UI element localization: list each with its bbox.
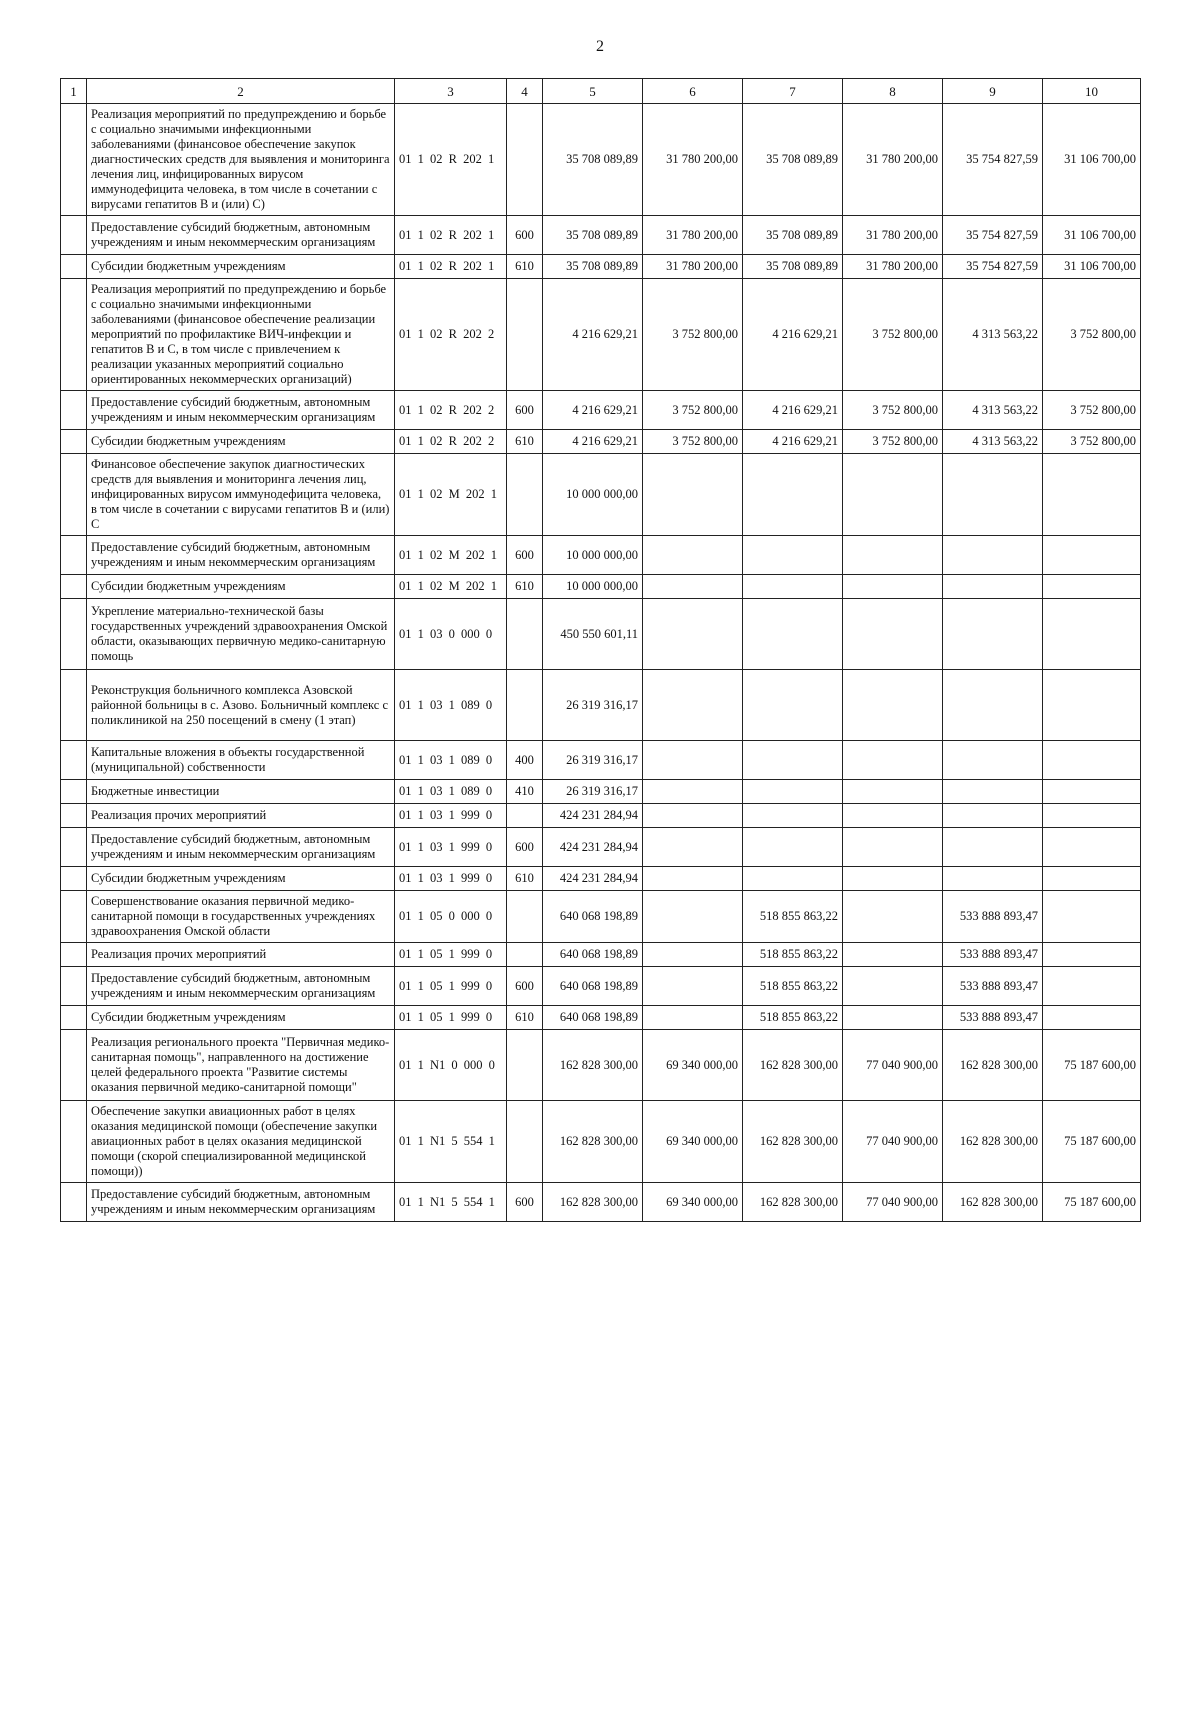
expense-type-cell: 600 xyxy=(507,391,543,430)
expense-type-cell: 600 xyxy=(507,1183,543,1222)
amount-cell-col6 xyxy=(643,780,743,804)
amount-cell-col10: 3 752 800,00 xyxy=(1043,430,1141,454)
amount-cell-col7 xyxy=(743,780,843,804)
row-number-cell xyxy=(61,430,87,454)
item-name-cell: Предоставление субсидий бюджетным, автономным учреждениям и иным некоммерческим организациям xyxy=(87,967,395,1006)
amount-cell-col5: 26 319 316,17 xyxy=(543,780,643,804)
amount-cell-col10: 75 187 600,00 xyxy=(1043,1030,1141,1101)
table-row xyxy=(61,216,1141,255)
column-header: 2 xyxy=(87,79,395,104)
budget-code-cell: 01 1 N1 5 554 1 xyxy=(395,1101,507,1183)
amount-cell-col8 xyxy=(843,943,943,967)
item-name-cell: Реализация мероприятий по предупреждению и борьбе с социально значимыми инфекционными заболеваниями (финансовое обеспечение закупок диагностических средств для выявления и мониторинга лечения лиц, инфицированных вирусом иммунодефицита человека, в том числе в сочетании с вирусами гепатитов В и (или) С) xyxy=(87,104,395,216)
amount-cell-col7 xyxy=(743,741,843,780)
amount-cell-col5: 35 708 089,89 xyxy=(543,104,643,216)
amount-cell-col10 xyxy=(1043,804,1141,828)
budget-code-cell: 01 1 03 1 999 0 xyxy=(395,804,507,828)
amount-cell-col9 xyxy=(943,780,1043,804)
amount-cell-col6 xyxy=(643,891,743,943)
amount-cell-col6 xyxy=(643,1006,743,1030)
amount-cell-col8 xyxy=(843,454,943,536)
item-name-cell: Предоставление субсидий бюджетным, автономным учреждениям и иным некоммерческим организациям xyxy=(87,216,395,255)
amount-cell-col8 xyxy=(843,891,943,943)
amount-cell-col10: 3 752 800,00 xyxy=(1043,279,1141,391)
amount-cell-col8 xyxy=(843,780,943,804)
item-name-cell: Предоставление субсидий бюджетным, автономным учреждениям и иным некоммерческим организациям xyxy=(87,536,395,575)
amount-cell-col6: 69 340 000,00 xyxy=(643,1183,743,1222)
row-number-cell xyxy=(61,454,87,536)
amount-cell-col9 xyxy=(943,867,1043,891)
row-number-cell xyxy=(61,536,87,575)
budget-code-cell: 01 1 03 1 089 0 xyxy=(395,780,507,804)
table-body xyxy=(61,104,1141,1222)
amount-cell-col5: 4 216 629,21 xyxy=(543,391,643,430)
budget-code-cell: 01 1 02 R 202 1 xyxy=(395,216,507,255)
amount-cell-col7 xyxy=(743,536,843,575)
row-number-cell xyxy=(61,391,87,430)
amount-cell-col9 xyxy=(943,454,1043,536)
amount-cell-col9: 533 888 893,47 xyxy=(943,1006,1043,1030)
row-number-cell xyxy=(61,867,87,891)
amount-cell-col6: 31 780 200,00 xyxy=(643,216,743,255)
amount-cell-col5: 640 068 198,89 xyxy=(543,891,643,943)
amount-cell-col10 xyxy=(1043,891,1141,943)
amount-cell-col5: 424 231 284,94 xyxy=(543,828,643,867)
amount-cell-col10 xyxy=(1043,741,1141,780)
amount-cell-col9 xyxy=(943,741,1043,780)
amount-cell-col10 xyxy=(1043,1006,1141,1030)
amount-cell-col5: 424 231 284,94 xyxy=(543,804,643,828)
amount-cell-col9: 533 888 893,47 xyxy=(943,967,1043,1006)
item-name-cell: Субсидии бюджетным учреждениям xyxy=(87,867,395,891)
expense-type-cell: 610 xyxy=(507,430,543,454)
amount-cell-col5: 26 319 316,17 xyxy=(543,741,643,780)
column-header: 4 xyxy=(507,79,543,104)
amount-cell-col10: 31 106 700,00 xyxy=(1043,216,1141,255)
amount-cell-col9: 4 313 563,22 xyxy=(943,279,1043,391)
amount-cell-col6: 69 340 000,00 xyxy=(643,1030,743,1101)
amount-cell-col7: 162 828 300,00 xyxy=(743,1101,843,1183)
table-row xyxy=(61,967,1141,1006)
amount-cell-col5: 162 828 300,00 xyxy=(543,1183,643,1222)
table-row xyxy=(61,430,1141,454)
row-number-cell xyxy=(61,255,87,279)
amount-cell-col8 xyxy=(843,599,943,670)
row-number-cell xyxy=(61,1006,87,1030)
amount-cell-col6 xyxy=(643,943,743,967)
amount-cell-col5: 4 216 629,21 xyxy=(543,430,643,454)
amount-cell-col9: 35 754 827,59 xyxy=(943,104,1043,216)
expense-type-cell: 610 xyxy=(507,1006,543,1030)
column-header: 1 xyxy=(61,79,87,104)
amount-cell-col8 xyxy=(843,1006,943,1030)
amount-cell-col10 xyxy=(1043,967,1141,1006)
amount-cell-col6 xyxy=(643,599,743,670)
amount-cell-col7: 518 855 863,22 xyxy=(743,943,843,967)
row-number-cell xyxy=(61,279,87,391)
table-row xyxy=(61,867,1141,891)
row-number-cell xyxy=(61,104,87,216)
budget-code-cell: 01 1 02 R 202 2 xyxy=(395,391,507,430)
amount-cell-col7 xyxy=(743,867,843,891)
table-row xyxy=(61,1183,1141,1222)
table-row xyxy=(61,741,1141,780)
amount-cell-col7 xyxy=(743,828,843,867)
budget-code-cell: 01 1 02 M 202 1 xyxy=(395,575,507,599)
expense-type-cell: 610 xyxy=(507,867,543,891)
amount-cell-col7 xyxy=(743,670,843,741)
amount-cell-col9: 4 313 563,22 xyxy=(943,430,1043,454)
amount-cell-col6 xyxy=(643,670,743,741)
expense-type-cell: 400 xyxy=(507,741,543,780)
table-row xyxy=(61,804,1141,828)
column-header: 7 xyxy=(743,79,843,104)
table-row xyxy=(61,454,1141,536)
expense-type-cell xyxy=(507,279,543,391)
amount-cell-col6: 3 752 800,00 xyxy=(643,279,743,391)
budget-code-cell: 01 1 02 M 202 1 xyxy=(395,536,507,575)
amount-cell-col10: 31 106 700,00 xyxy=(1043,104,1141,216)
amount-cell-col5: 162 828 300,00 xyxy=(543,1030,643,1101)
item-name-cell: Реконструкция больничного комплекса Азовской районной больницы в с. Азово. Больничный комплекс с поликлиникой на 250 посещений в смену (1 этап) xyxy=(87,670,395,741)
amount-cell-col10: 31 106 700,00 xyxy=(1043,255,1141,279)
table-row xyxy=(61,104,1141,216)
amount-cell-col9: 533 888 893,47 xyxy=(943,943,1043,967)
row-number-cell xyxy=(61,670,87,741)
expense-type-cell xyxy=(507,1030,543,1101)
item-name-cell: Реализация прочих мероприятий xyxy=(87,804,395,828)
amount-cell-col10 xyxy=(1043,943,1141,967)
item-name-cell: Укрепление материально-технической базы государственных учреждений здравоохранения Омской области, оказывающих первичную медико-санитарную помощь xyxy=(87,599,395,670)
amount-cell-col9: 162 828 300,00 xyxy=(943,1101,1043,1183)
amount-cell-col7: 162 828 300,00 xyxy=(743,1183,843,1222)
amount-cell-col9 xyxy=(943,536,1043,575)
table-row xyxy=(61,279,1141,391)
amount-cell-col5: 10 000 000,00 xyxy=(543,454,643,536)
amount-cell-col9: 533 888 893,47 xyxy=(943,891,1043,943)
row-number-cell xyxy=(61,599,87,670)
amount-cell-col8 xyxy=(843,575,943,599)
item-name-cell: Капитальные вложения в объекты государственной (муниципальной) собственности xyxy=(87,741,395,780)
amount-cell-col7: 4 216 629,21 xyxy=(743,279,843,391)
expense-type-cell xyxy=(507,1101,543,1183)
amount-cell-col9: 162 828 300,00 xyxy=(943,1030,1043,1101)
amount-cell-col10 xyxy=(1043,867,1141,891)
row-number-cell xyxy=(61,216,87,255)
amount-cell-col7: 518 855 863,22 xyxy=(743,1006,843,1030)
amount-cell-col6: 3 752 800,00 xyxy=(643,430,743,454)
amount-cell-col10 xyxy=(1043,599,1141,670)
column-header: 6 xyxy=(643,79,743,104)
table-row xyxy=(61,891,1141,943)
amount-cell-col8 xyxy=(843,828,943,867)
column-header: 9 xyxy=(943,79,1043,104)
table-row xyxy=(61,575,1141,599)
amount-cell-col9: 35 754 827,59 xyxy=(943,216,1043,255)
amount-cell-col5: 10 000 000,00 xyxy=(543,575,643,599)
table-row xyxy=(61,670,1141,741)
amount-cell-col6 xyxy=(643,867,743,891)
amount-cell-col8: 31 780 200,00 xyxy=(843,104,943,216)
amount-cell-col8: 77 040 900,00 xyxy=(843,1183,943,1222)
item-name-cell: Субсидии бюджетным учреждениям xyxy=(87,1006,395,1030)
amount-cell-col6 xyxy=(643,454,743,536)
amount-cell-col10: 75 187 600,00 xyxy=(1043,1183,1141,1222)
amount-cell-col5: 10 000 000,00 xyxy=(543,536,643,575)
amount-cell-col9: 35 754 827,59 xyxy=(943,255,1043,279)
amount-cell-col8: 31 780 200,00 xyxy=(843,255,943,279)
table-row xyxy=(61,943,1141,967)
amount-cell-col7: 162 828 300,00 xyxy=(743,1030,843,1101)
budget-code-cell: 01 1 03 1 089 0 xyxy=(395,670,507,741)
amount-cell-col7 xyxy=(743,804,843,828)
expense-type-cell: 600 xyxy=(507,536,543,575)
table-header-row xyxy=(61,79,1141,104)
amount-cell-col7 xyxy=(743,454,843,536)
amount-cell-col5: 35 708 089,89 xyxy=(543,216,643,255)
table-row xyxy=(61,536,1141,575)
amount-cell-col5: 4 216 629,21 xyxy=(543,279,643,391)
budget-code-cell: 01 1 02 R 202 2 xyxy=(395,279,507,391)
table-row xyxy=(61,599,1141,670)
item-name-cell: Совершенствование оказания первичной медико-санитарной помощи в государственных учреждениях здравоохранения Омской области xyxy=(87,891,395,943)
amount-cell-col6 xyxy=(643,741,743,780)
amount-cell-col6 xyxy=(643,536,743,575)
amount-cell-col10 xyxy=(1043,670,1141,741)
item-name-cell: Бюджетные инвестиции xyxy=(87,780,395,804)
amount-cell-col10 xyxy=(1043,828,1141,867)
item-name-cell: Субсидии бюджетным учреждениям xyxy=(87,255,395,279)
row-number-cell xyxy=(61,967,87,1006)
amount-cell-col6 xyxy=(643,804,743,828)
expense-type-cell xyxy=(507,804,543,828)
item-name-cell: Реализация прочих мероприятий xyxy=(87,943,395,967)
amount-cell-col10 xyxy=(1043,536,1141,575)
amount-cell-col9 xyxy=(943,670,1043,741)
row-number-cell xyxy=(61,1183,87,1222)
amount-cell-col8 xyxy=(843,967,943,1006)
budget-code-cell: 01 1 02 R 202 1 xyxy=(395,255,507,279)
item-name-cell: Реализация регионального проекта "Первичная медико-санитарная помощь", направленного на достижение целей федерального проекта "Развитие системы оказания первичной медико-санитарной помощи" xyxy=(87,1030,395,1101)
column-header: 3 xyxy=(395,79,507,104)
amount-cell-col5: 450 550 601,11 xyxy=(543,599,643,670)
budget-code-cell: 01 1 03 1 089 0 xyxy=(395,741,507,780)
expense-type-cell xyxy=(507,454,543,536)
row-number-cell xyxy=(61,780,87,804)
budget-code-cell: 01 1 N1 5 554 1 xyxy=(395,1183,507,1222)
budget-code-cell: 01 1 05 0 000 0 xyxy=(395,891,507,943)
amount-cell-col7: 518 855 863,22 xyxy=(743,891,843,943)
budget-code-cell: 01 1 05 1 999 0 xyxy=(395,1006,507,1030)
row-number-cell xyxy=(61,828,87,867)
amount-cell-col5: 640 068 198,89 xyxy=(543,967,643,1006)
table-row xyxy=(61,1101,1141,1183)
budget-code-cell: 01 1 02 M 202 1 xyxy=(395,454,507,536)
amount-cell-col7 xyxy=(743,575,843,599)
item-name-cell: Субсидии бюджетным учреждениям xyxy=(87,430,395,454)
amount-cell-col6 xyxy=(643,575,743,599)
table-row xyxy=(61,780,1141,804)
item-name-cell: Субсидии бюджетным учреждениям xyxy=(87,575,395,599)
amount-cell-col8: 3 752 800,00 xyxy=(843,279,943,391)
amount-cell-col9: 4 313 563,22 xyxy=(943,391,1043,430)
amount-cell-col10: 75 187 600,00 xyxy=(1043,1101,1141,1183)
amount-cell-col7: 4 216 629,21 xyxy=(743,391,843,430)
amount-cell-col9 xyxy=(943,599,1043,670)
column-header: 8 xyxy=(843,79,943,104)
budget-code-cell: 01 1 N1 0 000 0 xyxy=(395,1030,507,1101)
amount-cell-col5: 640 068 198,89 xyxy=(543,943,643,967)
amount-cell-col6: 31 780 200,00 xyxy=(643,255,743,279)
budget-code-cell: 01 1 05 1 999 0 xyxy=(395,943,507,967)
budget-code-cell: 01 1 03 0 000 0 xyxy=(395,599,507,670)
amount-cell-col10 xyxy=(1043,575,1141,599)
item-name-cell: Обеспечение закупки авиационных работ в целях оказания медицинской помощи (обеспечение закупки авиационных работ в целях оказания медицинской помощи (скорой специализированной медицинской помощи)) xyxy=(87,1101,395,1183)
row-number-cell xyxy=(61,943,87,967)
amount-cell-col5: 424 231 284,94 xyxy=(543,867,643,891)
amount-cell-col6: 3 752 800,00 xyxy=(643,391,743,430)
table-row xyxy=(61,828,1141,867)
amount-cell-col5: 640 068 198,89 xyxy=(543,1006,643,1030)
budget-code-cell: 01 1 02 R 202 1 xyxy=(395,104,507,216)
table-row xyxy=(61,391,1141,430)
amount-cell-col8 xyxy=(843,536,943,575)
expense-type-cell xyxy=(507,891,543,943)
expense-type-cell xyxy=(507,104,543,216)
budget-code-cell: 01 1 02 R 202 2 xyxy=(395,430,507,454)
column-header: 10 xyxy=(1043,79,1141,104)
amount-cell-col9 xyxy=(943,828,1043,867)
amount-cell-col6: 69 340 000,00 xyxy=(643,1101,743,1183)
budget-code-cell: 01 1 03 1 999 0 xyxy=(395,828,507,867)
amount-cell-col8 xyxy=(843,867,943,891)
amount-cell-col7: 4 216 629,21 xyxy=(743,430,843,454)
budget-table xyxy=(60,78,1141,1222)
item-name-cell: Предоставление субсидий бюджетным, автономным учреждениям и иным некоммерческим организациям xyxy=(87,1183,395,1222)
page-number: 2 xyxy=(596,38,604,55)
amount-cell-col10: 3 752 800,00 xyxy=(1043,391,1141,430)
expense-type-cell: 600 xyxy=(507,967,543,1006)
row-number-cell xyxy=(61,741,87,780)
row-number-cell xyxy=(61,804,87,828)
amount-cell-col8 xyxy=(843,741,943,780)
item-name-cell: Финансовое обеспечение закупок диагностических средств для выявления и мониторинга лечения лиц, инфицированных вирусом иммунодефицита человека, в том числе в сочетании с вирусами гепатитов В и (или) С xyxy=(87,454,395,536)
expense-type-cell: 600 xyxy=(507,828,543,867)
table-row xyxy=(61,255,1141,279)
amount-cell-col5: 26 319 316,17 xyxy=(543,670,643,741)
amount-cell-col9: 162 828 300,00 xyxy=(943,1183,1043,1222)
item-name-cell: Предоставление субсидий бюджетным, автономным учреждениям и иным некоммерческим организациям xyxy=(87,391,395,430)
item-name-cell: Реализация мероприятий по предупреждению и борьбе с социально значимыми инфекционными заболеваниями (финансовое обеспечение реализации мероприятий по профилактике ВИЧ-инфекции и гепатитов В и С, в том числе с привлечением к реализации указанных мероприятий социально ориентированных некоммерческих организаций) xyxy=(87,279,395,391)
table-row xyxy=(61,1030,1141,1101)
row-number-cell xyxy=(61,1030,87,1101)
amount-cell-col7: 35 708 089,89 xyxy=(743,104,843,216)
amount-cell-col8: 31 780 200,00 xyxy=(843,216,943,255)
amount-cell-col6 xyxy=(643,967,743,1006)
amount-cell-col7: 35 708 089,89 xyxy=(743,255,843,279)
amount-cell-col8 xyxy=(843,670,943,741)
amount-cell-col7: 35 708 089,89 xyxy=(743,216,843,255)
amount-cell-col6 xyxy=(643,828,743,867)
amount-cell-col8 xyxy=(843,804,943,828)
expense-type-cell xyxy=(507,599,543,670)
expense-type-cell: 600 xyxy=(507,216,543,255)
row-number-cell xyxy=(61,575,87,599)
amount-cell-col7 xyxy=(743,599,843,670)
amount-cell-col9 xyxy=(943,575,1043,599)
budget-code-cell: 01 1 03 1 999 0 xyxy=(395,867,507,891)
table-row xyxy=(61,1006,1141,1030)
row-number-cell xyxy=(61,1101,87,1183)
amount-cell-col9 xyxy=(943,804,1043,828)
expense-type-cell: 610 xyxy=(507,575,543,599)
amount-cell-col8: 3 752 800,00 xyxy=(843,430,943,454)
amount-cell-col8: 77 040 900,00 xyxy=(843,1101,943,1183)
amount-cell-col10 xyxy=(1043,780,1141,804)
expense-type-cell: 410 xyxy=(507,780,543,804)
expense-type-cell xyxy=(507,943,543,967)
amount-cell-col5: 162 828 300,00 xyxy=(543,1101,643,1183)
amount-cell-col8: 77 040 900,00 xyxy=(843,1030,943,1101)
item-name-cell: Предоставление субсидий бюджетным, автономным учреждениям и иным некоммерческим организациям xyxy=(87,828,395,867)
expense-type-cell: 610 xyxy=(507,255,543,279)
row-number-cell xyxy=(61,891,87,943)
column-header: 5 xyxy=(543,79,643,104)
budget-table-container xyxy=(60,78,1140,1222)
amount-cell-col7: 518 855 863,22 xyxy=(743,967,843,1006)
amount-cell-col5: 35 708 089,89 xyxy=(543,255,643,279)
amount-cell-col6: 31 780 200,00 xyxy=(643,104,743,216)
amount-cell-col10 xyxy=(1043,454,1141,536)
expense-type-cell xyxy=(507,670,543,741)
budget-code-cell: 01 1 05 1 999 0 xyxy=(395,967,507,1006)
amount-cell-col8: 3 752 800,00 xyxy=(843,391,943,430)
